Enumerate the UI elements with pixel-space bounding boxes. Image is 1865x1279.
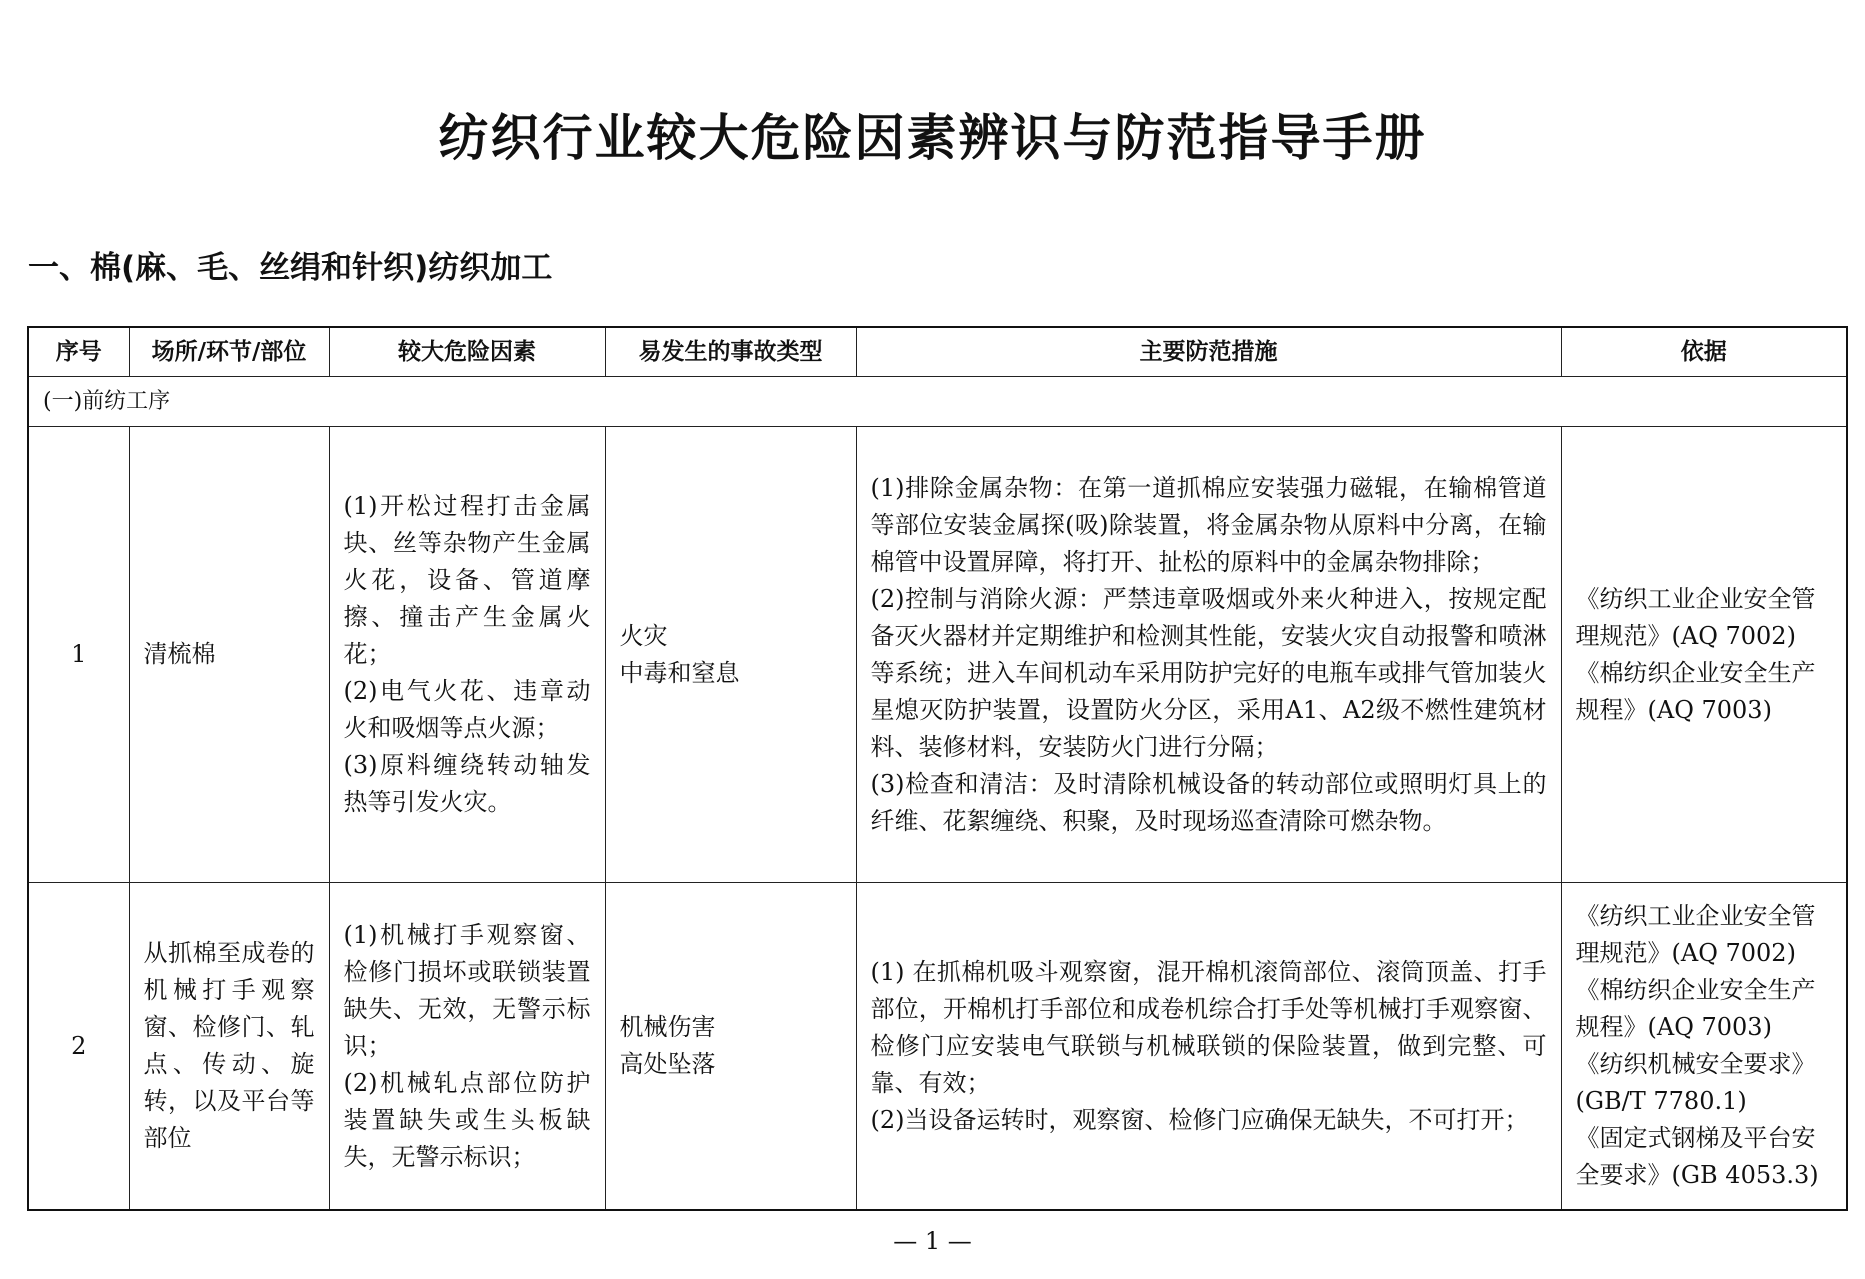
subheading: (一)前纺工序 [28,377,1847,427]
header-hazards: 较大危险因素 [329,327,605,377]
hazard-item: (1)机械打手观察窗、检修门损坏或联锁装置缺失、无效，无警示标识； [343,920,591,1060]
header-measures: 主要防范措施 [856,327,1561,377]
accident-type: 火灾 [619,621,668,650]
header-accidents: 易发生的事故类型 [605,327,856,377]
hazard-item: (2)机械轧点部位防护装置缺失或生头板缺失，无警示标识； [343,1068,591,1171]
table-header-row [28,327,1847,377]
header-basis: 依据 [1561,327,1847,377]
row-hazards [329,427,605,883]
hazard-item: (3)原料缠绕转动轴发热等引发火灾。 [343,751,591,816]
row-number: 1 [28,427,129,883]
accident-type: 中毒和窒息 [619,658,740,687]
row-accidents [605,427,856,883]
row-number: 2 [28,883,129,1211]
basis-item: 《棉纺织企业安全生产规程》(AQ 7003) [1575,976,1816,1041]
row-measures [856,883,1561,1211]
basis-item: 《固定式钢梯及平台安全要求》(GB 4053.3) [1575,1124,1819,1189]
accident-type: 机械伤害 [619,1013,716,1041]
section-heading: 一、棉(麻、毛、丝绢和针织)纺织加工 [28,250,553,286]
row-location: 从抓棉至成卷的机械打手观察窗、检修门、轧点、传动、旋转，以及平台等部位 [129,883,329,1211]
hazard-item: (2)电气火花、违章动火和吸烟等点火源； [343,677,591,742]
basis-item: 《纺织工业企业安全管理规范》(AQ 7002) [1575,584,1816,650]
row-location: 清梳棉 [129,427,329,883]
hazard-item: (1)开松过程打击金属块、丝等杂物产生金属火花，设备、管道摩擦、撞击产生金属火花； [343,492,591,668]
document-title: 纺织行业较大危险因素辨识与防范指导手册 [438,108,1427,167]
header-location: 场所/环节/部位 [129,327,329,377]
basis-item: 《纺织工业企业安全管理规范》(AQ 7002) [1575,902,1816,967]
measure-item: (3)检查和清洁：及时清除机械设备的转动部位或照明灯具上的纤维、花絮缠绕、积聚，及时现场巡查清除可燃杂物。 [870,769,1547,835]
row-measures [856,427,1561,883]
row-accidents [605,883,856,1211]
measure-item: (1)排除金属杂物：在第一道抓棉应安装强力磁辊，在输棉管道等部位安装金属探(吸)除装置，将金属杂物从原料中分离，在输棉管中设置屏障，将打开、扯松的原料中的金属杂物排除； [870,473,1547,576]
measure-item: (1) 在抓棉机吸斗观察窗，混开棉机滚筒部位、滚筒顶盖、打手部位，开棉机打手部位和成卷机综合打手处等机械打手观察窗、检修门应安装电气联锁与机械联锁的保险装置，做到完整、可靠、有效； [870,957,1547,1097]
subheading-row [28,377,1847,427]
hazard-table [27,326,1848,1211]
basis-item: 《纺织机械安全要求》(GB/T 7780.1) [1575,1050,1816,1115]
measure-item: (2)控制与消除火源：严禁违章吸烟或外来火种进入，按规定配备灭火器材并定期维护和检测其性能，安装火灾自动报警和喷淋等系统；进入车间机动车采用防护完好的电瓶车或排气管加装火星熄灭防护装置，设置防火分区，采用A1、A2级不燃性建筑材料、装修材料，安装防火门进行分隔； [870,584,1547,761]
page-number: — 1 — [893,1227,972,1255]
table-row [28,883,1847,1211]
row-basis [1561,427,1847,883]
accident-type: 高处坠落 [619,1050,716,1078]
row-hazards [329,883,605,1211]
row-basis [1561,883,1847,1211]
table-row [28,427,1847,883]
header-number: 序号 [28,327,129,377]
measure-item: (2)当设备运转时，观察窗、检修门应确保无缺失，不可打开； [870,1105,1529,1134]
basis-item: 《棉纺织企业安全生产规程》(AQ 7003) [1575,658,1816,724]
